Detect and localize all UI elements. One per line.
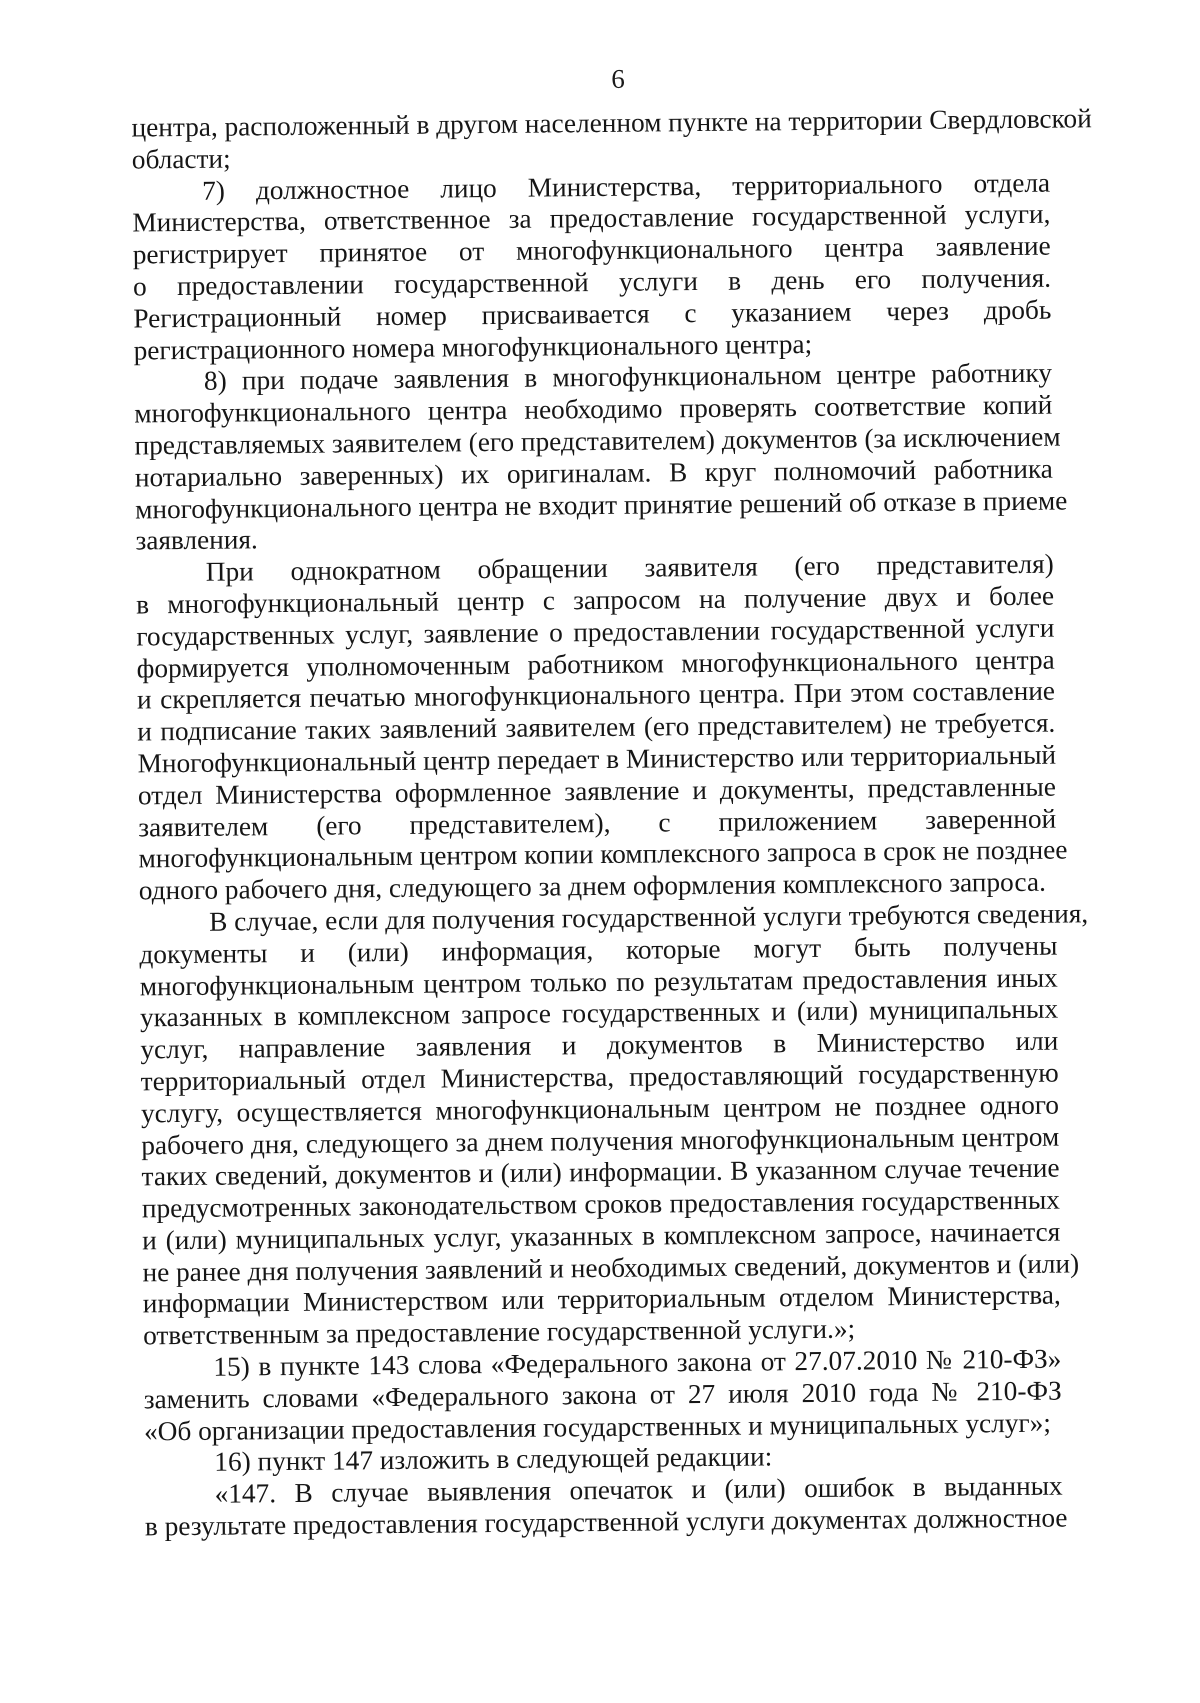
- text-line: услугу, осуществляется многофункциональным центром не позднее одного: [140, 1089, 1060, 1129]
- text-line: информации Министерством или территориальным отделом Министерства,: [142, 1280, 1061, 1319]
- text-line: заявления.: [135, 524, 258, 556]
- body-text: [131, 103, 1092, 1544]
- text-line: одного рабочего дня, следующего за днем оформления комплексного запроса.: [138, 866, 1046, 906]
- text-line: таких сведений, документов и (или) информации. В указанном случае течение: [141, 1152, 1060, 1192]
- text-line: заменить словами «Федерального закона от 27 июля 2010 года № 210-ФЗ: [143, 1375, 1062, 1415]
- text-line: многофункционального центра необходимо проверять соответствие копий: [134, 389, 1053, 429]
- text-line: в результате предоставления государственной услуги документах должностное: [144, 1502, 1068, 1542]
- text-line: области;: [131, 143, 231, 175]
- text-line: и (или) муниципальных услуг, указанных в комплексном запросе, начинается: [142, 1216, 1061, 1256]
- text-line: ответственным за предоставление государственной услуги.»;: [142, 1313, 856, 1351]
- text-line: 8) при подаче заявления в многофункциональном центре работнику: [203, 358, 1053, 397]
- text-line: 7) должностное лицо Министерства, территориального отдела: [201, 167, 1051, 206]
- text-line: и подписание таких заявлений заявителем (его представителем) не требуется.: [137, 707, 1056, 747]
- text-line: не ранее дня получения заявлений и необходимых сведений, документов и (или): [142, 1248, 1080, 1288]
- text-line: 16) пункт 147 изложить в следующей редакции:: [214, 1441, 773, 1478]
- text-line: и скрепляется печатью многофункционального центра. При этом составление: [136, 675, 1056, 715]
- text-line: Многофункциональный центр передает в Министерство или территориальный: [137, 739, 1057, 779]
- text-line: отдел Министерства оформленное заявление и документы, представленные: [137, 771, 1057, 811]
- text-line: указанных в комплексном запросе государственных и (или) муниципальных: [139, 993, 1059, 1033]
- text-line: 15) в пункте 143 слова «Федерального закона от 27.07.2010 № 210-ФЗ»: [213, 1343, 1062, 1382]
- text-line: многофункционального центра не входит принятие решений об отказе в приеме: [135, 485, 1068, 525]
- text-line: многофункциональным центром только по результатам предоставления иных: [139, 962, 1058, 1001]
- text-line: При однократном обращении заявителя (его представителя): [205, 548, 1054, 587]
- text-line: центра, расположенный в другом населенном пункте на территории Свердловской: [131, 103, 1092, 143]
- text-line: государственных услуг, заявление о предоставлении государственной услуги: [136, 612, 1055, 652]
- text-line: Регистрационный номер присваивается с указанием через дробь: [133, 294, 1052, 334]
- text-line: В случае, если для получения государственной услуги требуются сведения,: [209, 898, 1089, 937]
- text-line: формируется уполномоченным работником многофункционального центра: [136, 644, 1055, 683]
- text-line: нотариально заверенных) их оригиналам. В круг полномочий работника: [134, 453, 1053, 493]
- text-line: регистрирует принятое от многофункционального центра заявление: [132, 230, 1051, 270]
- text-line: услуг, направление заявления и документов в Министерство или: [140, 1025, 1059, 1065]
- text-line: Министерства, ответственное за предоставление государственной услуги,: [132, 199, 1051, 238]
- text-line: документы и (или) информация, которые могут быть получены: [139, 930, 1058, 970]
- text-line: заявителем (его представителем), с приложением заверенной: [138, 803, 1057, 842]
- page-number: 6: [611, 63, 625, 94]
- text-line: о предоставлении государственной услуги в день его получения.: [132, 262, 1052, 302]
- text-line: территориальный отдел Министерства, предоставляющий государственную: [140, 1057, 1059, 1097]
- text-line: рабочего дня, следующего за днем получения многофункциональным центром: [141, 1121, 1060, 1160]
- text-line: многофункциональным центром копии комплексного запроса в срок не позднее: [138, 834, 1068, 874]
- text-line: предусмотренных законодательством сроков предоставления государственных: [141, 1184, 1061, 1224]
- text-line: «147. В случае выявления опечаток и (или) ошибок в выданных: [214, 1470, 1063, 1509]
- text-line: «Об организации предоставления государственных и муниципальных услуг»;: [143, 1407, 1051, 1447]
- text-line: представляемых заявителем (его представителем) документов (за исключением: [134, 421, 1061, 461]
- text-line: регистрационного номера многофункционального центра;: [133, 328, 813, 366]
- text-line: в многофункциональный центр с запросом на получение двух и более: [135, 580, 1055, 620]
